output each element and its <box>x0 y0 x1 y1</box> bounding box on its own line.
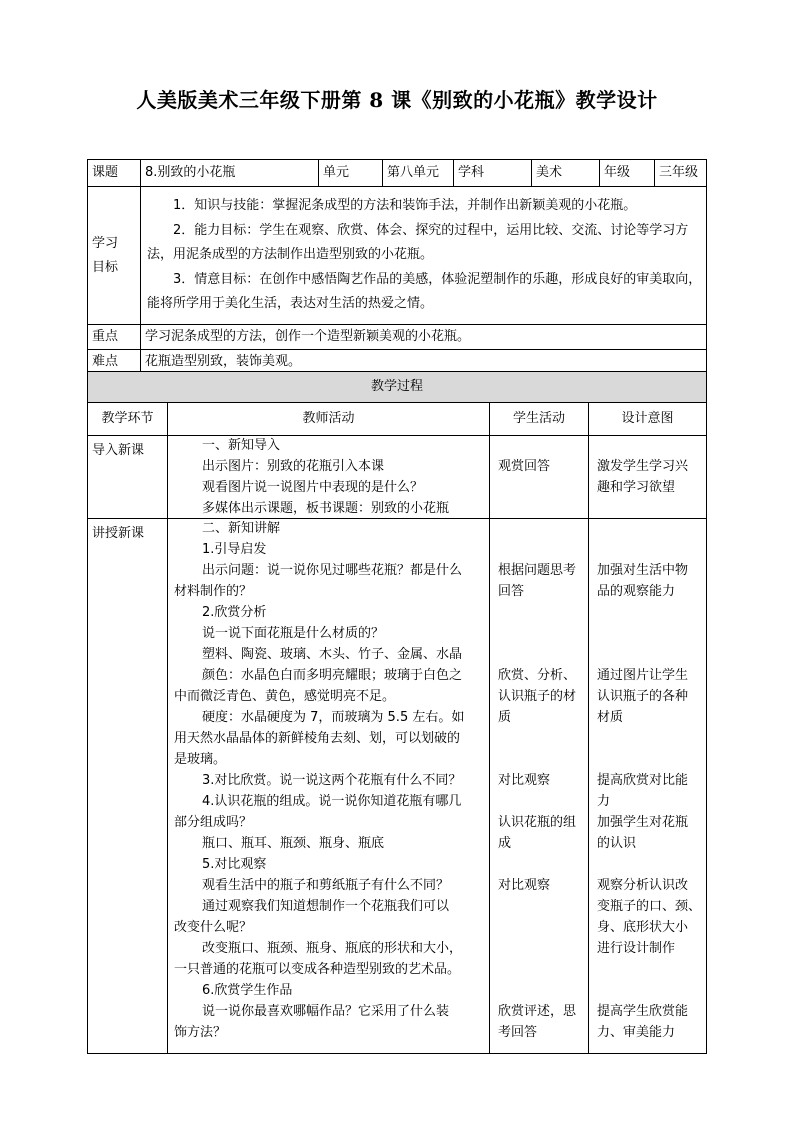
teach-intent-line: 材质 <box>597 710 624 725</box>
teach-intent-line: 的认识 <box>597 836 637 851</box>
teach-teacher-line: 是玻璃。 <box>174 752 227 767</box>
teach-teacher-line: 4.认识花瓶的组成。说一说你知道花瓶有哪几 <box>202 794 462 809</box>
intro-teacher <box>168 436 490 519</box>
teach-teacher-line: 1.引导启发 <box>202 542 267 557</box>
teach-teacher-line: 2.欣赏分析 <box>202 605 267 620</box>
intro-teacher-line: 观看图片说一说图片中表现的是什么？ <box>202 480 424 495</box>
teach-teacher-line: 5.对比观察 <box>202 857 267 872</box>
teach-teacher-line: 改变什么呢？ <box>174 920 253 935</box>
topic-value: 8.别致的小花瓶 <box>141 160 319 187</box>
teach-teacher-line: 6.欣赏学生作品 <box>202 983 293 998</box>
intro-intent <box>589 436 707 519</box>
grade-label: 年级 <box>600 160 655 187</box>
teach-teacher-line: 3.对比欣赏。说一说这两个花瓶有什么不同？ <box>202 773 462 788</box>
intro-student <box>490 436 589 519</box>
teach-intent-line: 通过图片让学生 <box>597 668 689 683</box>
teach-teacher-line: 出示问题：说一说你见过哪些花瓶？都是什么 <box>202 563 463 578</box>
goal-knowledge: 1．知识与技能：掌握泥条成型的方法和装饰手法，并制作出新颖美观的小花瓶。 <box>173 198 637 214</box>
teach-intent-line: 提高欣赏对比能 <box>597 773 689 788</box>
header-teacher: 教师活动 <box>168 403 490 436</box>
teach-teacher-line: 颜色：水晶色白而多明亮耀眼；玻璃于白色之 <box>202 668 463 683</box>
teach-stage-text: 讲授新课 <box>92 526 145 541</box>
teach-student-line: 对比观察 <box>498 773 551 788</box>
intro-student-line: 观赏回答 <box>498 459 551 474</box>
teach-intent-line: 加强学生对花瓶 <box>597 815 689 830</box>
info-table <box>87 159 707 375</box>
header-stage: 教学环节 <box>88 403 168 436</box>
goal-ability: 2．能力目标：学生在观察、欣赏、体会、探究的过程中，运用比较、交流、讨论等学习方法，用泥条成型的方法制作出造型别致的小花瓶。 <box>147 222 689 263</box>
teach-teacher-line: 通过观察我们知道想制作一个花瓶我们可以 <box>202 899 450 914</box>
teach-teacher-line: 硬度：水晶硬度为 7，而玻璃为 5.5 左右。如 <box>202 710 465 725</box>
intro-intent-line: 趣和学习欲望 <box>597 480 676 495</box>
intro-stage <box>88 436 168 519</box>
teach-intent-line: 提高学生欣赏能 <box>597 1004 689 1019</box>
goals-content <box>141 187 707 325</box>
teach-teacher-line: 中而微泛青色、黄色，感觉明亮不足。 <box>174 689 396 704</box>
teach-teacher-line: 瓶口、瓶耳、瓶颈、瓶身、瓶底 <box>202 836 385 851</box>
goals-label-line1: 学习 <box>92 235 119 251</box>
teach-student <box>490 519 589 1054</box>
intro-teacher-line: 一、新知导入 <box>202 438 281 453</box>
difficulty-label: 难点 <box>88 350 141 375</box>
intro-stage-text: 导入新课 <box>92 443 145 458</box>
goal-emotion: 3．情意目标：在创作中感悟陶艺作品的美感，体验泥塑制作的乐趣，形成良好的审美取向，能将所学用于美化生活，表达对生活的热爱之情。 <box>147 271 702 312</box>
teach-teacher-line: 部分组成吗？ <box>174 815 253 830</box>
intro-teacher-line: 多媒体出示课题，板书课题：别致的小花瓶 <box>202 501 450 516</box>
topic-label: 课题 <box>88 160 141 187</box>
intro-intent-line: 激发学生学习兴 <box>597 459 689 474</box>
subject-label: 学科 <box>454 160 532 187</box>
teach-student-line: 认识花瓶的组 <box>498 815 577 830</box>
teach-teacher-line: 二、新知讲解 <box>202 521 281 536</box>
teach-student-line: 根据问题思考 <box>498 563 577 578</box>
teach-intent <box>589 519 707 1054</box>
teach-intent-line: 变瓶子的口、颈、 <box>597 899 702 914</box>
key-label: 重点 <box>88 325 141 350</box>
teach-student-line: 欣赏评述，思 <box>498 1004 577 1019</box>
teach-intent-line: 观察分析认识改 <box>597 878 689 893</box>
teach-intent-line: 品的观察能力 <box>597 584 676 599</box>
teach-teacher-line: 改变瓶口、瓶颈、瓶身、瓶底的形状和大小， <box>202 941 463 956</box>
header-intent: 设计意图 <box>589 403 707 436</box>
teach-student-line: 回答 <box>498 584 525 599</box>
goals-label-line2: 目标 <box>92 259 119 275</box>
process-banner: 教学过程 <box>88 372 707 403</box>
teach-intent-line: 加强对生活中物 <box>597 563 689 578</box>
process-table <box>87 371 707 1054</box>
teach-teacher <box>168 519 490 1054</box>
teach-student-line: 成 <box>498 836 512 851</box>
teach-teacher-line: 材料制作的？ <box>174 584 253 599</box>
difficulty-text: 花瓶造型别致，装饰美观。 <box>141 350 707 375</box>
subject-value: 美术 <box>532 160 600 187</box>
grade-value: 三年级 <box>655 160 707 187</box>
intro-teacher-line: 出示图片：别致的花瓶引入本课 <box>202 459 385 474</box>
teach-intent-line: 力、审美能力 <box>597 1025 676 1040</box>
unit-value: 第八单元 <box>383 160 454 187</box>
teach-student-line: 考回答 <box>498 1025 538 1040</box>
header-student: 学生活动 <box>490 403 589 436</box>
unit-label: 单元 <box>319 160 383 187</box>
teach-teacher-line: 饰方法？ <box>174 1025 227 1040</box>
teach-stage <box>88 519 168 1054</box>
key-text: 学习泥条成型的方法，创作一个造型新颖美观的小花瓶。 <box>141 325 707 350</box>
teach-teacher-line: 一只普通的花瓶可以变成各种造型别致的艺术品。 <box>174 962 461 977</box>
teach-intent-line: 力 <box>597 794 611 809</box>
teach-teacher-line: 说一说你最喜欢哪幅作品？它采用了什么装 <box>202 1004 450 1019</box>
goals-label <box>88 187 141 325</box>
teach-student-line: 认识瓶子的材 <box>498 689 577 704</box>
teach-teacher-line: 用天然水晶晶体的新鲜棱角去刻、划，可以划破的 <box>174 731 461 746</box>
teach-student-line: 质 <box>498 710 512 725</box>
teach-teacher-line: 说一说下面花瓶是什么材质的？ <box>202 626 385 641</box>
teach-teacher-line: 观看生活中的瓶子和剪纸瓶子有什么不同？ <box>202 878 450 893</box>
teach-teacher-line: 塑料、陶瓷、玻璃、木头、竹子、金属、水晶 <box>202 647 463 662</box>
teach-student-line: 欣赏、分析、 <box>498 668 577 683</box>
teach-student-line: 对比观察 <box>498 878 551 893</box>
teach-intent-line: 进行设计制作 <box>597 941 676 956</box>
teach-intent-line: 身、底形状大小 <box>597 920 689 935</box>
teach-intent-line: 认识瓶子的各种 <box>597 689 689 704</box>
document-title: 人美版美术三年级下册第 8 课《别致的小花瓶》教学设计 <box>136 88 658 112</box>
